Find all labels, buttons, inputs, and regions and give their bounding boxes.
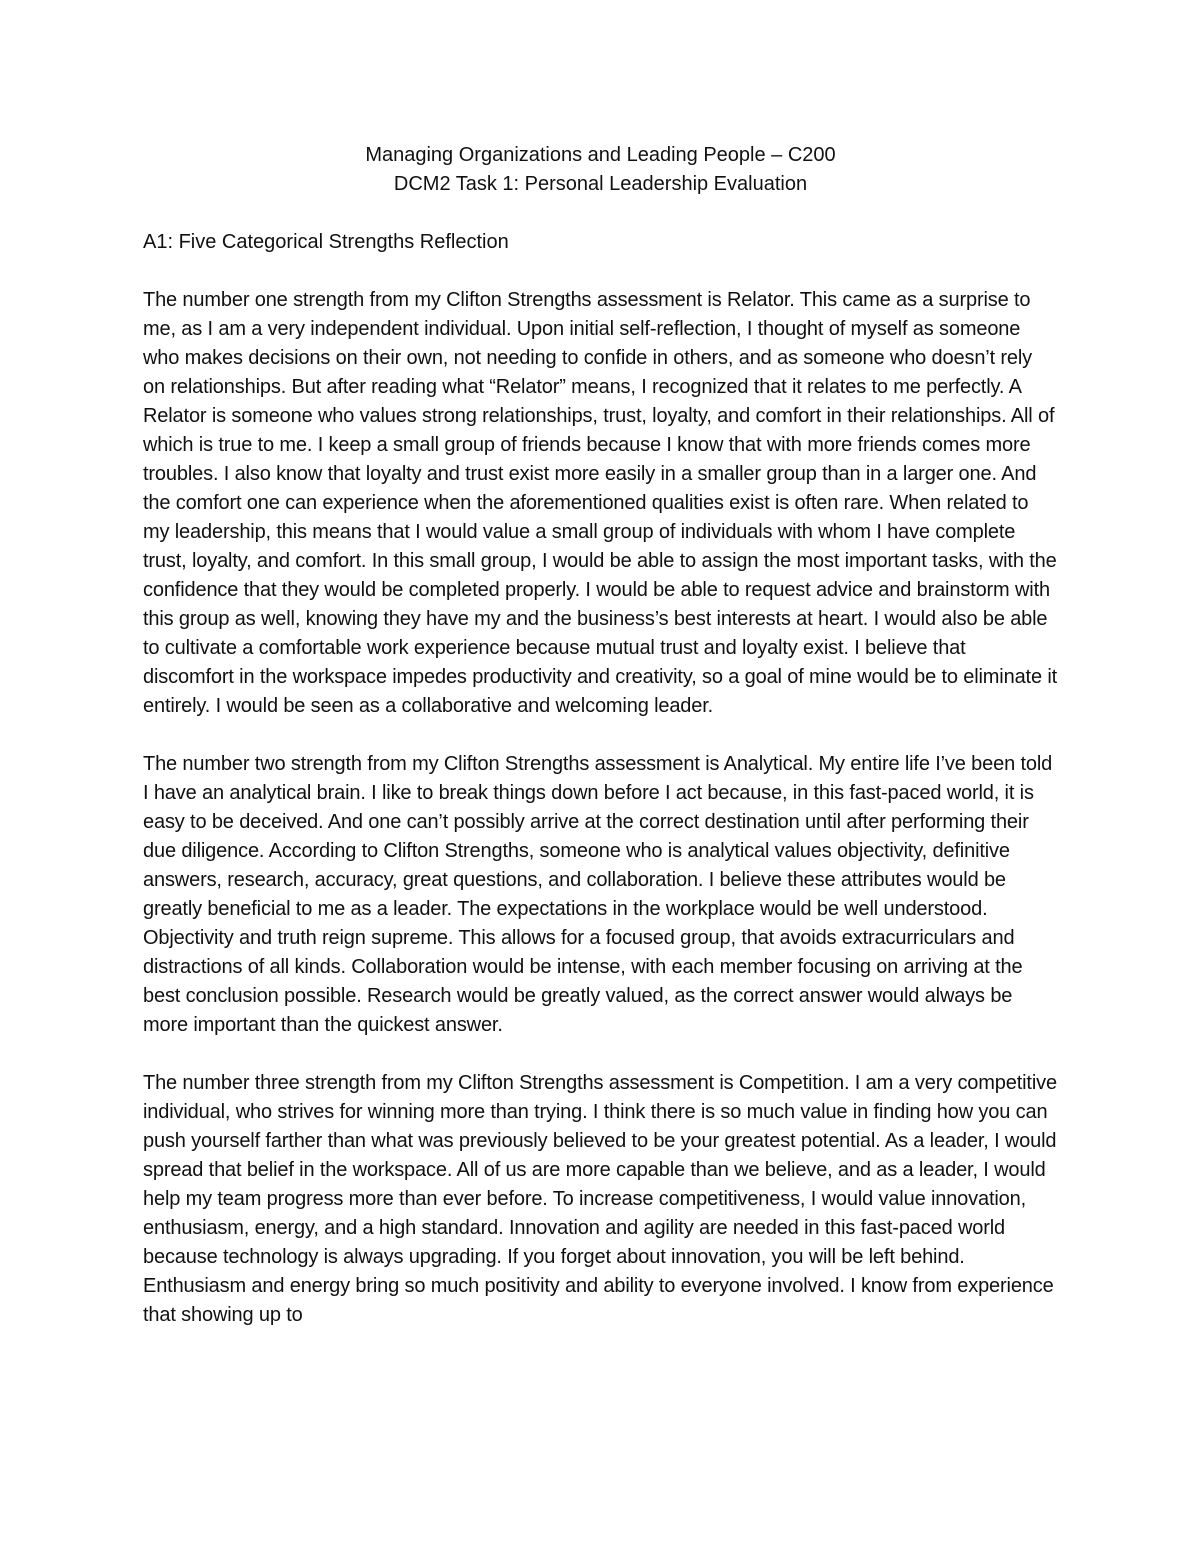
document-title: Managing Organizations and Leading People – C200 (365, 144, 836, 166)
document-subtitle: DCM2 Task 1: Personal Leadership Evaluation (393, 173, 808, 195)
section-heading: A1: Five Categorical Strengths Reflection (143, 231, 509, 253)
paragraph-relator: The number one strength from my Clifton Strengths assessment is Relator. This came as a surprise to me, as I am a very independent individual. Upon initial self-reflection, I thought of myself as someone who makes decisions on their own, not needing to confide in others, and as someone who doesn’t rely on relationships. But after reading what “Relator” means, I recognized that it relates to me perfectly. A Relator is someone who values strong relationships, trust, loyalty, and comfort in their relationships. All of which is true to me. I keep a small group of friends because I know that with more friends comes more troubles. I also know that loyalty and trust exist more easily in a smaller group than in a larger one. And the comfort one can experience when the aforementioned qualities exist is often rare. When related to my leadership, this means that I would value a small group of individuals with whom I have complete trust, loyalty, and comfort. In this small group, I would be able to assign the most important tasks, with the confidence that they would be completed properly. I would be able to request advice and brainstorm with this group as well, knowing they have my and the business’s best interests at heart. I would also be able to cultivate a comfortable work experience because mutual trust and loyalty exist. I believe that discomfort in the workspace impedes productivity and creativity, so a goal of mine would be to eliminate it entirely. I would be seen as a collaborative and welcoming leader. (143, 289, 1058, 717)
paragraph-competition: The number three strength from my Clifton Strengths assessment is Competition. I am a very competitive individual, who strives for winning more than trying. I think there is so much value in finding how you can push yourself farther than what was previously believed to be your greatest potential. As a leader, I would spread that belief in the workspace. All of us are more capable than we believe, and as a leader, I would help my team progress more than ever before. To increase competitiveness, I would value innovation, enthusiasm, energy, and a high standard. Innovation and agility are needed in this fast-paced world because technology is always upgrading. If you forget about innovation, you will be left behind. Enthusiasm and energy bring so much positivity and ability to everyone involved. I know from experience that showing up to (143, 1072, 1057, 1326)
document-body (143, 141, 1058, 1330)
paragraph-analytical: The number two strength from my Clifton Strengths assessment is Analytical. My entire life I’ve been told I have an analytical brain. I like to break things down before I act because, in this fast-paced world, it is easy to be deceived. And one can’t possibly arrive at the correct destination until after performing their due diligence. According to Clifton Strengths, someone who is analytical values objectivity, definitive answers, research, accuracy, great questions, and collaboration. I believe these attributes would be greatly beneficial to me as a leader. The expectations in the workplace would be well understood. Objectivity and truth reign supreme. This allows for a focused group, that avoids extracurriculars and distractions of all kinds. Collaboration would be intense, with each member focusing on arriving at the best conclusion possible. Research would be greatly valued, as the correct answer would always be more important than the quickest answer. (143, 753, 1053, 1036)
